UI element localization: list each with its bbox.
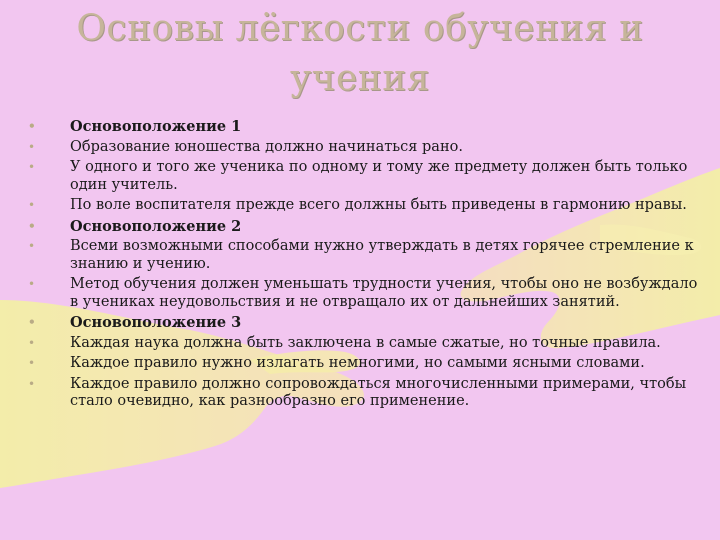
list-item-text: Всеми возможными способами нужно утверждать в детях горячее стремление к знанию и учению. — [70, 238, 694, 272]
list-item — [24, 276, 704, 311]
list-item — [24, 197, 704, 215]
list-item — [24, 159, 704, 194]
list-item-text: Каждое правило нужно излагать немногими, но самыми ясными словами. — [70, 355, 645, 371]
bullet-icon: • — [28, 376, 36, 391]
title-line-1: Основы лёгкости обучения и — [76, 8, 644, 49]
list-item-text: Образование юношества должно начинаться рано. — [70, 138, 463, 155]
section-heading-item — [24, 218, 704, 236]
bullet-icon: • — [28, 160, 36, 174]
bullet-icon: • — [28, 119, 36, 133]
list-item — [24, 335, 704, 353]
list-item-text: По воле воспитателя прежде всего должны быть приведены в гармонию нравы. — [70, 197, 687, 213]
bullet-icon: • — [28, 335, 36, 350]
slide-title — [60, 4, 660, 104]
bullet-icon: • — [28, 198, 36, 212]
list-item-text: Каждая наука должна быть заключена в самые сжатые, но точные правила. — [70, 334, 661, 351]
list-item — [24, 355, 704, 373]
list-item-text: Основоположение 2 — [70, 217, 242, 235]
list-item — [24, 238, 704, 273]
bullet-icon: • — [28, 315, 36, 329]
bullet-icon: • — [28, 218, 36, 233]
bullet-icon: • — [28, 356, 36, 370]
list-item-text: Метод обучения должен уменьшать трудности учения, чтобы оно не возбуждало в учениках неудовольствия и не отвращало их от дальнейших занятий. — [70, 276, 698, 310]
list-item — [24, 139, 704, 157]
list-item-text: Основоположение 3 — [70, 314, 242, 331]
bullet-icon: • — [28, 139, 36, 154]
section-heading-item — [24, 314, 704, 332]
list-item-text: Основоположение 1 — [70, 118, 242, 135]
list-item-text: Каждое правило должно сопровождаться многочисленными примерами, чтобы стало очевидно, как разнообразно его применение. — [70, 375, 687, 409]
bullet-icon: • — [28, 239, 36, 253]
bullet-icon: • — [28, 277, 36, 291]
list-item-text: У одного и того же ученика по одному и тому же предмету должен быть только один учитель. — [70, 159, 688, 193]
list-item — [24, 376, 704, 411]
title-line-2: учения — [290, 58, 430, 99]
section-heading-item — [24, 118, 704, 136]
bullet-list — [24, 118, 704, 414]
